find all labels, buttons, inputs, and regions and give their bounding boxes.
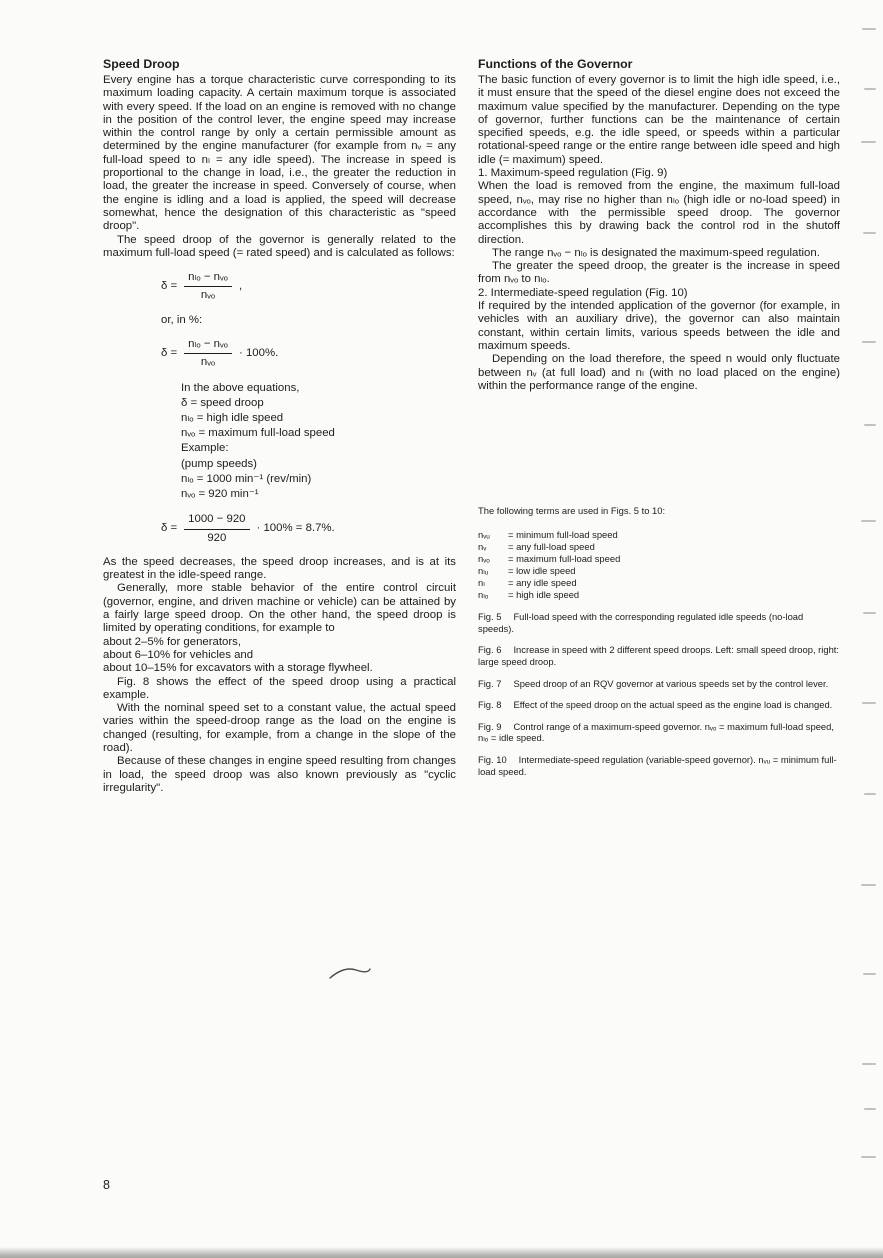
- terms-block: [478, 505, 840, 777]
- term-symbol: nᵥ: [478, 540, 487, 552]
- figure-caption-10: [478, 754, 840, 777]
- scan-edge-mark: [862, 702, 876, 704]
- left-column: [103, 57, 456, 795]
- figure-caption-text: Intermediate-speed regulation (variable-speed governor). nᵥᵤ = minimum full-load speed.: [478, 753, 837, 777]
- paragraph-maximum-speed-3: The greater the speed droop, the greater is the increase in speed from nᵥₒ to nₗₒ.: [478, 260, 840, 286]
- paragraph-stability: Generally, more stable behavior of the entire control circuit (governor, engine, and driven machine or vehicle) can be attained by a fairly large speed droop. On the other hand, the speed droop is limited by operating conditions, for example to: [103, 582, 456, 635]
- droop-example-generators: about 2–5% for generators,: [103, 635, 242, 648]
- term-definition: = high idle speed: [508, 589, 580, 601]
- scan-edge-mark: [861, 141, 876, 143]
- figure-caption-label: Fig. 6: [478, 644, 502, 656]
- equation-lhs: δ =: [161, 280, 178, 293]
- scan-bottom-edge: [0, 1247, 883, 1258]
- term-definition: = any full-load speed: [508, 540, 595, 552]
- scan-edge-mark: [864, 88, 876, 90]
- paragraph-maximum-speed-1: When the load is removed from the engine, the maximum full-load speed, nᵥₒ, may rise no higher than nₗₒ (high idle or no-load speed) in accordance with the permissible speed droop. The governor accomplishes this by drawing back the control rod in the shutoff direction.: [478, 180, 840, 246]
- equation-example-result: [161, 513, 456, 545]
- scan-edge-mark: [863, 973, 876, 975]
- fraction: [184, 271, 232, 303]
- equation-suffix: · 100%.: [238, 347, 279, 360]
- fraction-numerator: nₗₒ − nᵥₒ: [184, 338, 232, 354]
- section-title-maximum-speed: 1. Maximum-speed regulation (Fig. 9): [478, 167, 668, 180]
- droop-example-vehicles: about 6–10% for vehicles and: [103, 648, 254, 661]
- equation-suffix: · 100% = 8.7%.: [256, 522, 335, 535]
- term-row: [478, 529, 840, 541]
- fraction-denominator: 920: [207, 531, 227, 544]
- scan-edge-mark: [861, 1156, 876, 1158]
- term-row: [478, 577, 840, 589]
- paragraph-cyclic-irregularity: Because of these changes in engine speed resulting from changes in load, the speed droop was also known previously as "cyclic irregularity".: [103, 755, 456, 794]
- page-number: 8: [103, 1178, 110, 1192]
- term-definition: = minimum full-load speed: [508, 528, 618, 540]
- figure-caption-label: Fig. 5: [478, 611, 502, 623]
- term-symbol: nₗ: [478, 577, 485, 588]
- definition-line: nₗₒ = high idle speed: [181, 412, 284, 425]
- terms-intro: The following terms are used in Figs. 5 to 10:: [478, 505, 666, 517]
- right-column: [478, 57, 840, 777]
- term-definition: = any idle speed: [508, 577, 577, 588]
- term-definition: = low idle speed: [508, 564, 576, 576]
- droop-example-excavators: about 10–15% for excavators with a storage flywheel.: [103, 662, 373, 675]
- paragraph-intermediate-speed-2: Depending on the load therefore, the speed n would only fluctuate between nᵥ (at full load) and nₗ (with no load placed on the engine) within the performance range of the engine.: [478, 353, 840, 392]
- pen-mark: [328, 963, 372, 981]
- paragraph-nominal-speed: With the nominal speed set to a constant value, the actual speed varies within the speed-droop range as the load on the engine is changed (resulting, for example, from a change in the slope of the road).: [103, 702, 456, 755]
- scan-edge-mark: [864, 424, 876, 426]
- scan-edge-mark: [864, 1108, 876, 1110]
- figure-caption-text: Full-load speed with the corresponding regulated idle speeds (no-load speeds).: [478, 611, 804, 634]
- equation-speed-droop-percent: [161, 338, 456, 370]
- figure-caption-text: Effect of the speed droop on the actual speed as the engine load is changed.: [513, 699, 833, 711]
- term-symbol: nₗₒ: [478, 589, 489, 601]
- paragraph-droop-definition: The speed droop of the governor is generally related to the maximum full-load speed (= rated speed) and is calculated as follows:: [103, 233, 456, 259]
- figure-caption-7: [478, 678, 840, 690]
- scan-edge-mark: [861, 884, 876, 886]
- scan-edge-mark: [863, 232, 876, 234]
- fraction-denominator: nᵥₒ: [200, 289, 216, 302]
- heading-functions-of-governor: Functions of the Governor: [478, 57, 633, 71]
- term-symbol: nᵥₒ: [478, 552, 490, 564]
- figure-caption-text: Control range of a maximum-speed governor. nᵥₒ = maximum full-load speed, nₗₒ = idle speed.: [478, 720, 834, 744]
- definition-line: δ = speed droop: [181, 396, 264, 409]
- heading-speed-droop: Speed Droop: [103, 57, 180, 71]
- text-or-in-percent: or, in %:: [161, 313, 203, 326]
- figure-caption-8: [478, 699, 840, 711]
- paragraph-intermediate-speed-1: If required by the intended application of the governor (for example, in vehicles with an auxiliary drive), the governor can also maintain constant, within certain limits, various speeds between the idle and maximum speeds.: [478, 300, 840, 352]
- figure-caption-label: Fig. 8: [478, 699, 502, 711]
- paragraph-droop-increase: As the speed decreases, the speed droop increases, and is at its greatest in the idle-speed range.: [103, 555, 456, 582]
- term-row: [478, 541, 840, 553]
- figure-caption-label: Fig. 7: [478, 677, 502, 689]
- fraction: [184, 513, 249, 545]
- definition-line: nᵥₒ = maximum full-load speed: [181, 427, 335, 440]
- section-title-intermediate-speed: 2. Intermediate-speed regulation (Fig. 10): [478, 286, 688, 299]
- definition-line: Example:: [181, 442, 229, 455]
- scan-edge-mark: [864, 793, 876, 795]
- paragraph-maximum-speed-2: The range nᵥₒ − nₗₒ is designated the maximum-speed regulation.: [492, 246, 820, 259]
- fraction-numerator: nₗₒ − nᵥₒ: [184, 271, 232, 287]
- paragraph-speed-droop-intro: Every engine has a torque characteristic curve corresponding to its maximum loading capacity. A certain maximum torque is associated with every speed. If the load on an engine is removed with no change in the position of the control lever, the engine speed may increase within the control range by only a certain permissible amount as determined by the engine manufacturer (for example from nᵥ = any full-load speed to nₗ = any idle speed). The increase in speed is proportional to the change in load, i.e., the greater the reduction in load, the greater the increase in speed. Conversely of course, when the engine is idling and a load is applied, the speed will decrease somewhat, hence the designation of this characteristic as "speed droop".: [103, 74, 456, 233]
- fraction-numerator: 1000 − 920: [184, 513, 249, 529]
- scan-edge-mark: [861, 520, 876, 522]
- fraction: [184, 338, 232, 370]
- figure-caption-9: [478, 721, 840, 744]
- term-row: [478, 565, 840, 577]
- figure-caption-label: Fig. 10: [478, 753, 507, 765]
- definition-line: nₗₒ = 1000 min⁻¹ (rev/min): [181, 472, 312, 485]
- figure-caption-6: [478, 644, 840, 667]
- term-definition: = maximum full-load speed: [508, 552, 621, 564]
- scan-edge-mark: [862, 1063, 876, 1065]
- definition-line: (pump speeds): [181, 457, 257, 470]
- definition-line: In the above equations,: [181, 381, 300, 394]
- term-symbol: nᵥᵤ: [478, 528, 490, 540]
- paragraph-governor-function: The basic function of every governor is to limit the high idle speed, i.e., it must ensure that the speed of the diesel engine does not exceed the maximum value specified by the manufacturer. Depending on the type of governor, further functions can be the maintenance of certain specified speeds, e.g. the idle speed, or speeds within a particular rotational-speed range or the entire range between idle speed and high idle (= maximum) speed.: [478, 74, 840, 166]
- term-row: [478, 553, 840, 565]
- figure-caption-text: Increase in speed with 2 different speed droops. Left: small speed droop, right: large speed droop.: [478, 644, 839, 667]
- figure-caption-text: Speed droop of an RQV governor at various speeds set by the control lever.: [513, 677, 829, 689]
- scan-edge-mark: [862, 28, 876, 30]
- definition-line: nᵥₒ = 920 min⁻¹: [181, 488, 259, 501]
- symbol-definitions: [181, 381, 456, 503]
- equation-lhs: δ =: [161, 347, 178, 360]
- equation-lhs: δ =: [161, 522, 178, 535]
- equation-suffix: ,: [238, 280, 243, 293]
- figure-caption-5: [478, 611, 840, 634]
- figure-caption-label: Fig. 9: [478, 720, 502, 732]
- term-row: [478, 589, 840, 601]
- fraction-denominator: nᵥₒ: [200, 356, 216, 369]
- term-symbol: nₗᵤ: [478, 564, 489, 576]
- terms-list: [478, 529, 840, 602]
- paragraph-fig8-reference: Fig. 8 shows the effect of the speed droop using a practical example.: [103, 675, 456, 701]
- scan-edge-mark: [863, 612, 876, 614]
- scan-edge-mark: [862, 341, 876, 343]
- equation-speed-droop: [161, 271, 456, 303]
